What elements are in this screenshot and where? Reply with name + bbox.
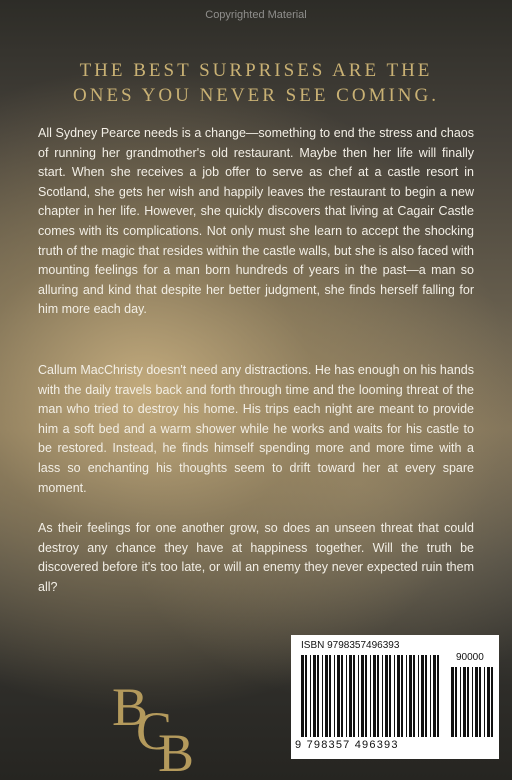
barcode-bar (361, 655, 364, 737)
barcode-bar (487, 667, 490, 737)
barcode-bar (301, 655, 304, 737)
barcode-bar (472, 667, 473, 737)
barcode-bar (418, 655, 419, 737)
barcode-bar (394, 655, 395, 737)
barcode-bar (451, 667, 454, 737)
barcode-bar (325, 655, 328, 737)
barcode-bar (433, 655, 436, 737)
barcode-bar (370, 655, 371, 737)
barcode-bar (425, 655, 427, 737)
barcode-bar (373, 655, 376, 737)
isbn-barcode (301, 655, 441, 737)
barcode-bar (421, 655, 424, 737)
logo-letter-c: C (136, 701, 173, 761)
barcode-bar (460, 667, 461, 737)
logo-letter-b: B (112, 677, 149, 737)
barcode-bar (313, 655, 316, 737)
blurb-paragraph-2: Callum MacChristy doesn't need any distractions. He has enough on his hands with the daily travels back and forth through time and the looming threat of the man who tried to destroy his home. His trips each night are meant to provide him a soft bed and a warm shower while he works and waits for his castle to be restored. Instead, he finds himself spending more and more time with a lass so enchanting his thoughts seem to drift toward her at every spare moment. (38, 363, 474, 495)
barcode-bar (455, 667, 457, 737)
barcode-bar (310, 655, 311, 737)
blurb-paragraph-3: As their feelings for one another grow, so does an unseen threat that could destroy any chance they have at happiness together. Will the truth be discovered before it's too late, or will an enemy they never expected ruin them all? (38, 521, 474, 594)
barcode-bar (430, 655, 431, 737)
barcode-bar (337, 655, 340, 737)
barcode-bar (389, 655, 391, 737)
isbn-label: ISBN 9798357496393 (301, 640, 400, 651)
addon-barcode (451, 667, 495, 737)
publisher-logo (112, 677, 222, 780)
price-code: 90000 (456, 652, 484, 663)
barcode-bar (334, 655, 335, 737)
barcode-bar (401, 655, 403, 737)
barcode-bar (397, 655, 400, 737)
barcode-bar (322, 655, 323, 737)
barcode-box (291, 635, 499, 759)
barcode-bar (484, 667, 485, 737)
barcode-bar (467, 667, 469, 737)
barcode-bar (349, 655, 352, 737)
barcode-bar (305, 655, 307, 737)
barcode-bar (329, 655, 331, 737)
barcode-bar (409, 655, 412, 737)
barcode-bar (437, 655, 439, 737)
tagline-line-1: THE BEST SURPRISES ARE THE (79, 60, 433, 81)
barcode-bar (413, 655, 415, 737)
barcode-bar (353, 655, 355, 737)
barcode-bar (406, 655, 407, 737)
barcode-bar (385, 655, 388, 737)
barcode-bar (365, 655, 367, 737)
logo-letter-b-2: B (158, 723, 195, 780)
barcode-bar (382, 655, 383, 737)
blurb-paragraph-1: All Sydney Pearce needs is a change—something to end the stress and chaos of running her grandmother's old restaurant. Maybe then her life will finally start. When she receives a job offer to serve as chef at a castle resort in Scotland, she gets her wish and happily leaves the restaurant to begin a new chapter in her life. However, she quickly discovers that living at Cagair Castle comes with its complications. Not only must she learn to accept the shocking truth of the magic that resides within the castle walls, but she is also faced with mounting feelings for a man born hundreds of years in the past—a man so alluring and kind that despite her better judgment, she finds herself falling for him more each day. (38, 126, 474, 317)
barcode-bar (346, 655, 347, 737)
barcode-bar (491, 667, 493, 737)
barcode-bar (358, 655, 359, 737)
barcode-bar (317, 655, 319, 737)
barcode-digits: 9 798357 496393 (295, 739, 399, 751)
tagline (0, 58, 512, 108)
watermark: Copyrighted Material (205, 9, 307, 21)
barcode-bar (341, 655, 343, 737)
barcode-bar (479, 667, 481, 737)
tagline-line-2: ONES YOU NEVER SEE COMING. (73, 85, 439, 106)
barcode-bar (463, 667, 466, 737)
barcode-bar (475, 667, 478, 737)
barcode-bar (377, 655, 379, 737)
